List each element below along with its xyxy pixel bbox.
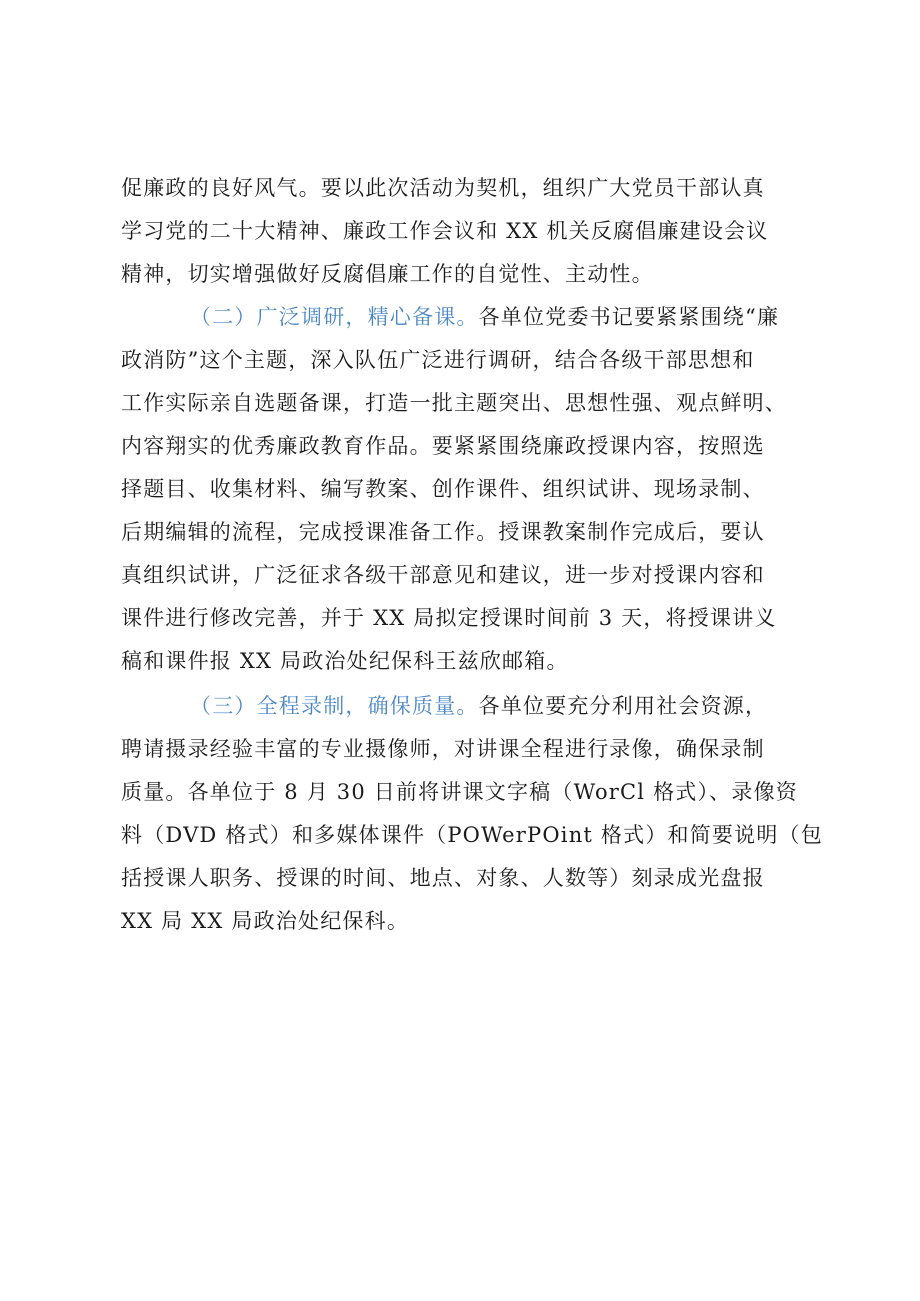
section2-first-line-text: 各单位党委书记要紧紧围绕“廉 xyxy=(478,305,780,329)
section2-heading: （二）广泛调研，精心备课。 xyxy=(190,305,479,329)
section3-first-line-text: 各单位要充分利用社会资源， xyxy=(478,694,768,718)
section3-heading: （三）全程录制，确保质量。 xyxy=(190,694,479,718)
section2-line-9: 稿和课件报 XX 局政治处纪保科王兹欣邮箱。 xyxy=(121,649,569,673)
intro-line-3: 精神，切实增强做好反腐倡廉工作的自觉性、主动性。 xyxy=(121,262,654,286)
section3-first-line xyxy=(190,686,767,726)
section3-line-6: XX 局 XX 局政治处纪保科。 xyxy=(121,909,410,933)
section3-line-4: 料（DVD 格式）和多媒体课件（POWerPOint 格式）和简要说明（包 xyxy=(121,823,823,847)
section3-line-5: 括授课人职务、授课的时间、地点、对象、人数等）刻录成光盘报 xyxy=(121,866,765,890)
intro-line-1: 促廉政的良好风气。要以此次活动为契机，组织广大党员干部认真 xyxy=(121,176,765,200)
section2-line-3: 工作实际亲自选题备课，打造一批主题突出、思想性强、观点鲜明、 xyxy=(121,391,787,415)
section2-line-6: 后期编辑的流程，完成授课准备工作。授课教案制作完成后，要认 xyxy=(121,520,765,544)
section2-line-5: 择题目、收集材料、编写教案、创作课件、组织试讲、现场录制、 xyxy=(121,477,765,501)
section2-first-line xyxy=(190,297,779,337)
section2-line-2: 政消防”这个主题，深入队伍广泛进行调研，结合各级干部思想和 xyxy=(121,348,755,372)
section2-line-7: 真组织试讲，广泛征求各级干部意见和建议，进一步对授课内容和 xyxy=(121,563,765,587)
intro-line-2: 学习党的二十大精神、廉政工作会议和 XX 机关反腐倡廉建设会议 xyxy=(121,219,769,243)
section3-line-2: 聘请摄录经验丰富的专业摄像师，对讲课全程进行录像，确保录制 xyxy=(121,737,765,761)
section3-line-3: 质量。各单位于 8 月 30 日前将讲课文字稿（WorCl 格式）、录像资 xyxy=(121,780,798,804)
section2-line-8: 课件进行修改完善，并于 XX 局拟定授课时间前 3 天，将授课讲义 xyxy=(121,606,777,630)
section2-line-4: 内容翔实的优秀廉政教育作品。要紧紧围绕廉政授课内容，按照选 xyxy=(121,434,765,458)
